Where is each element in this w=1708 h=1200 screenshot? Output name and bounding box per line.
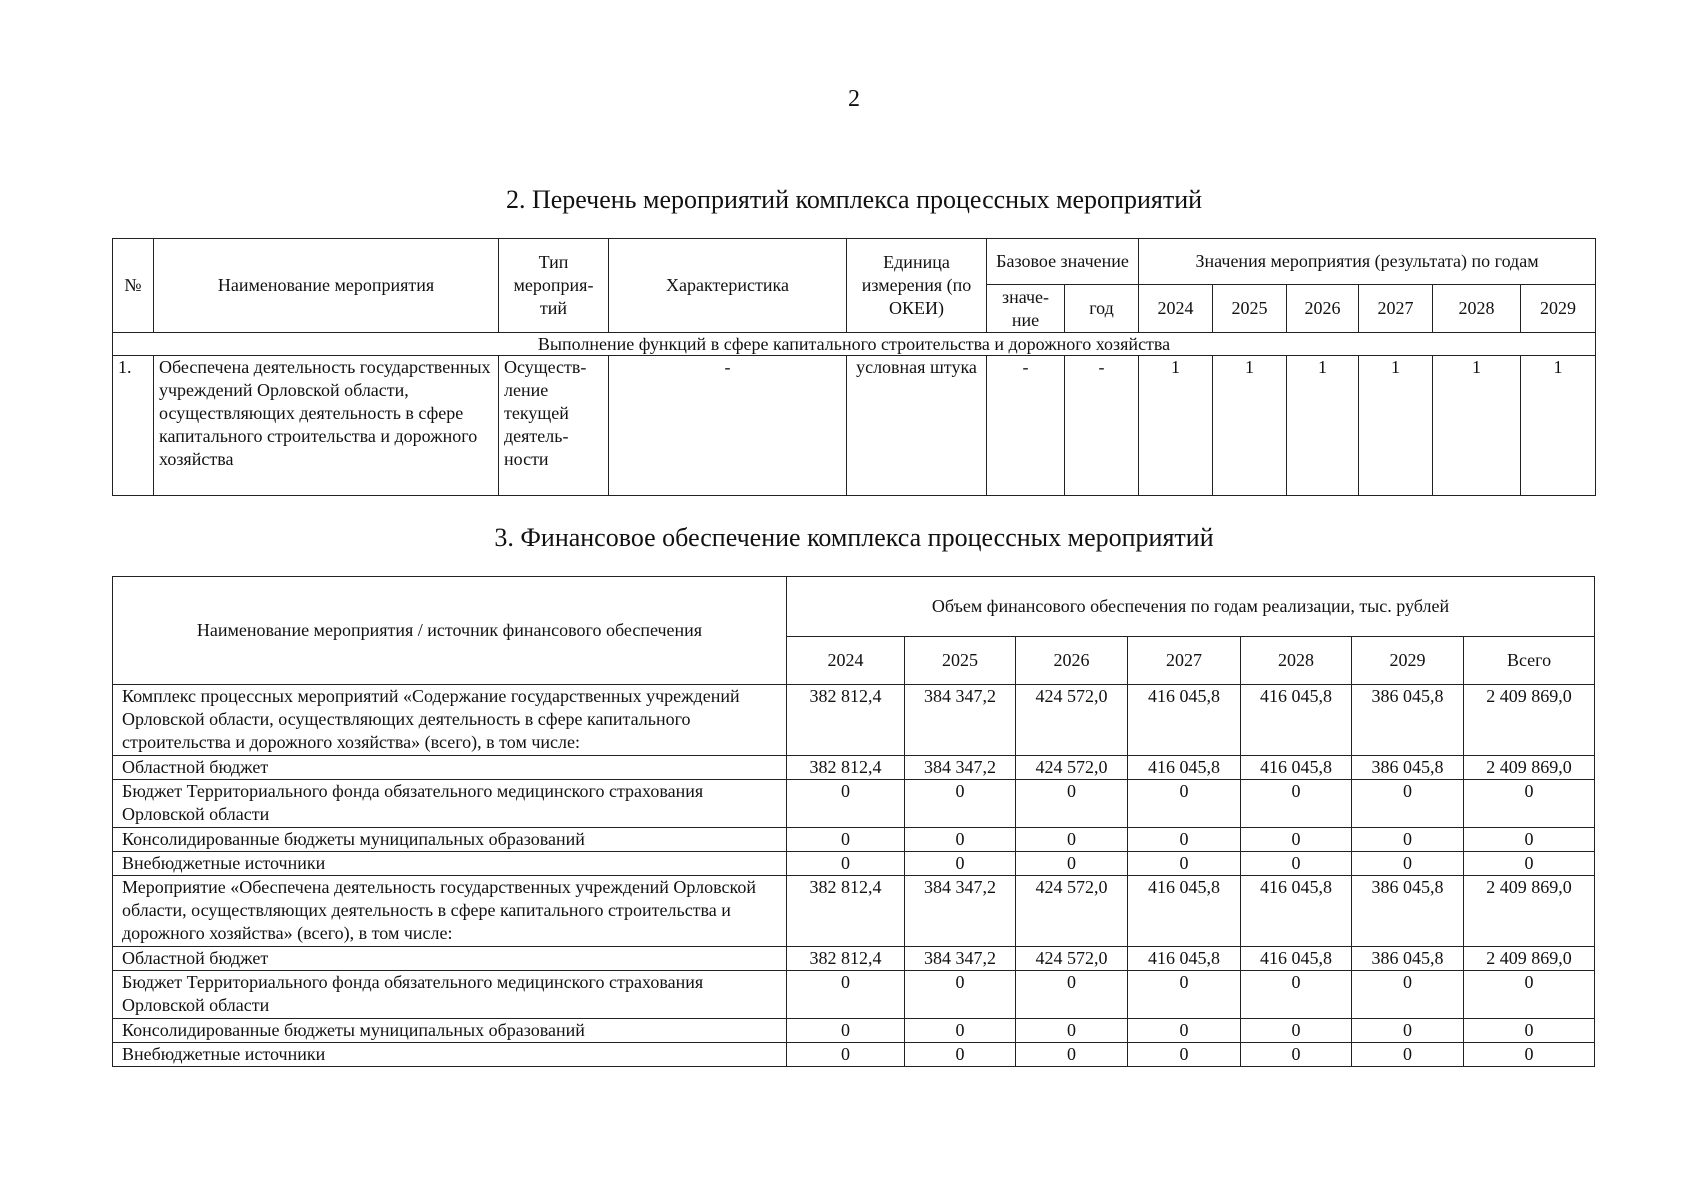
header-values-by-year: Значения мероприятия (результата) по годам	[1139, 239, 1596, 285]
header-year: 2025	[1213, 285, 1287, 333]
row-value: 386 045,8	[1352, 876, 1464, 947]
row-value: 424 572,0	[1016, 756, 1128, 780]
table-row	[113, 947, 1595, 971]
row-total: 2 409 869,0	[1464, 947, 1595, 971]
header-year: 2026	[1287, 285, 1359, 333]
table-row	[113, 1043, 1595, 1067]
header-year: 2028	[1241, 637, 1352, 685]
row-value: 0	[1128, 1019, 1241, 1043]
row-value: 424 572,0	[1016, 876, 1128, 947]
finance-table	[112, 576, 1595, 1067]
row-value: 0	[1352, 828, 1464, 852]
row-value: 0	[1016, 1043, 1128, 1067]
row-value: 0	[1352, 1019, 1464, 1043]
row-name: Внебюджетные источники	[113, 852, 787, 876]
row-value: 416 045,8	[1128, 947, 1241, 971]
row-value: 0	[787, 1043, 905, 1067]
row-value: 416 045,8	[1241, 756, 1352, 780]
header-base-year: год	[1065, 285, 1139, 333]
header-characteristic: Характеристика	[609, 239, 847, 333]
row-value: 0	[787, 971, 905, 1019]
table-row	[113, 971, 1595, 1019]
row-value: 1	[1213, 356, 1287, 496]
header-year: 2027	[1359, 285, 1433, 333]
row-value: 0	[1352, 852, 1464, 876]
row-value: 0	[1016, 852, 1128, 876]
row-name: Консолидированные бюджеты муниципальных образований	[113, 828, 787, 852]
row-value: 0	[1241, 780, 1352, 828]
row-value: 0	[1241, 852, 1352, 876]
row-name: Мероприятие «Обеспечена деятельность государственных учреждений Орловской области, осуществляющих деятельность в сфере капитального строительства и дорожного хозяйства» (всего), в том числе:	[113, 876, 787, 947]
row-name: Областной бюджет	[113, 947, 787, 971]
row-value: 416 045,8	[1241, 685, 1352, 756]
row-total: 0	[1464, 1043, 1595, 1067]
row-value: 384 347,2	[905, 685, 1016, 756]
row-value: 0	[1128, 852, 1241, 876]
row-value: 0	[787, 780, 905, 828]
header-year: 2027	[1128, 637, 1241, 685]
row-value: 382 812,4	[787, 685, 905, 756]
row-value: 0	[1128, 828, 1241, 852]
page-number: 2	[848, 86, 860, 112]
row-num: 1.	[113, 356, 154, 496]
row-value: 0	[1128, 971, 1241, 1019]
header-num: №	[113, 239, 154, 333]
row-unit: условная штука	[847, 356, 987, 496]
row-value: 384 347,2	[905, 947, 1016, 971]
row-total: 2 409 869,0	[1464, 756, 1595, 780]
row-value: 0	[1016, 780, 1128, 828]
header-year: 2028	[1433, 285, 1521, 333]
row-value: 1	[1359, 356, 1433, 496]
row-base-year: -	[1065, 356, 1139, 496]
row-value: 382 812,4	[787, 756, 905, 780]
table-row	[113, 780, 1595, 828]
row-value: 0	[1241, 1043, 1352, 1067]
row-value: 0	[905, 780, 1016, 828]
header-year: 2026	[1016, 637, 1128, 685]
row-total: 2 409 869,0	[1464, 876, 1595, 947]
table-row	[113, 828, 1595, 852]
row-name: Внебюджетные источники	[113, 1043, 787, 1067]
row-name: Комплекс процессных мероприятий «Содержание государственных учреждений Орловской области, осуществляющих деятельность в сфере капитального строительства и дорожного хозяйства» (всего), в том числе:	[113, 685, 787, 756]
section-2-title: 2. Перечень мероприятий комплекса процессных мероприятий	[505, 185, 1203, 214]
row-total: 0	[1464, 971, 1595, 1019]
header-base-value: значе-ние	[987, 285, 1065, 333]
row-value: 416 045,8	[1128, 756, 1241, 780]
row-value: 0	[1016, 1019, 1128, 1043]
header-volume: Объем финансового обеспечения по годам реализации, тыс. рублей	[787, 577, 1595, 637]
row-value: 0	[905, 852, 1016, 876]
table-row	[113, 876, 1595, 947]
row-value: 416 045,8	[1128, 685, 1241, 756]
row-name: Консолидированные бюджеты муниципальных образований	[113, 1019, 787, 1043]
row-value: 382 812,4	[787, 947, 905, 971]
header-year: 2029	[1521, 285, 1596, 333]
row-total: 0	[1464, 828, 1595, 852]
table-row	[113, 852, 1595, 876]
row-value: 0	[1016, 971, 1128, 1019]
row-value: 424 572,0	[1016, 947, 1128, 971]
row-value: 384 347,2	[905, 876, 1016, 947]
row-value: 386 045,8	[1352, 756, 1464, 780]
header-name: Наименование мероприятия	[154, 239, 499, 333]
header-name: Наименование мероприятия / источник финансового обеспечения	[113, 577, 787, 685]
row-value: 0	[1128, 1043, 1241, 1067]
header-total: Всего	[1464, 637, 1595, 685]
row-value: 0	[1128, 780, 1241, 828]
row-value: 0	[905, 828, 1016, 852]
section-3-title: 3. Финансовое обеспечение комплекса процессных мероприятий	[494, 523, 1214, 552]
row-value: 0	[905, 971, 1016, 1019]
activities-table	[112, 238, 1596, 496]
row-value: 416 045,8	[1241, 947, 1352, 971]
row-total: 0	[1464, 780, 1595, 828]
header-base: Базовое значение	[987, 239, 1139, 285]
row-value: 0	[1241, 1019, 1352, 1043]
header-year: 2024	[1139, 285, 1213, 333]
header-year: 2029	[1352, 637, 1464, 685]
row-total: 0	[1464, 852, 1595, 876]
row-value: 416 045,8	[1241, 876, 1352, 947]
row-name: Бюджет Территориального фонда обязательного медицинского страхования Орловской области	[113, 971, 787, 1019]
table-row	[113, 756, 1595, 780]
header-year: 2024	[787, 637, 905, 685]
row-name: Бюджет Территориального фонда обязательного медицинского страхования Орловской области	[113, 780, 787, 828]
header-type: Тип мероприя-тий	[499, 239, 609, 333]
row-value: 424 572,0	[1016, 685, 1128, 756]
row-value: 0	[1352, 780, 1464, 828]
row-value: 0	[787, 1019, 905, 1043]
row-value: 0	[787, 852, 905, 876]
row-value: 0	[787, 828, 905, 852]
row-value: 1	[1287, 356, 1359, 496]
row-value: 0	[1241, 971, 1352, 1019]
row-value: 384 347,2	[905, 756, 1016, 780]
header-unit: Единица измерения (по ОКЕИ)	[847, 239, 987, 333]
row-total: 2 409 869,0	[1464, 685, 1595, 756]
row-value: 386 045,8	[1352, 685, 1464, 756]
row-type: Осуществ-ление текущей деятель-ности	[499, 356, 609, 496]
row-characteristic: -	[609, 356, 847, 496]
row-base-value: -	[987, 356, 1065, 496]
group-title: Выполнение функций в сфере капитального строительства и дорожного хозяйства	[113, 333, 1596, 356]
row-value: 0	[905, 1019, 1016, 1043]
row-value: 386 045,8	[1352, 947, 1464, 971]
row-value: 0	[905, 1043, 1016, 1067]
row-value: 1	[1139, 356, 1213, 496]
row-value: 1	[1521, 356, 1596, 496]
row-value: 0	[1241, 828, 1352, 852]
table-row	[113, 1019, 1595, 1043]
row-name: Обеспечена деятельность государственных учреждений Орловской области, осуществляющих деятельность в сфере капитального строительства и дорожного хозяйства	[154, 356, 499, 496]
row-value: 416 045,8	[1128, 876, 1241, 947]
table-row	[113, 685, 1595, 756]
row-name: Областной бюджет	[113, 756, 787, 780]
row-value: 0	[1016, 828, 1128, 852]
row-value: 1	[1433, 356, 1521, 496]
row-value: 0	[1352, 971, 1464, 1019]
row-total: 0	[1464, 1019, 1595, 1043]
row-value: 0	[1352, 1043, 1464, 1067]
row-value: 382 812,4	[787, 876, 905, 947]
table-row	[113, 356, 1596, 496]
header-year: 2025	[905, 637, 1016, 685]
